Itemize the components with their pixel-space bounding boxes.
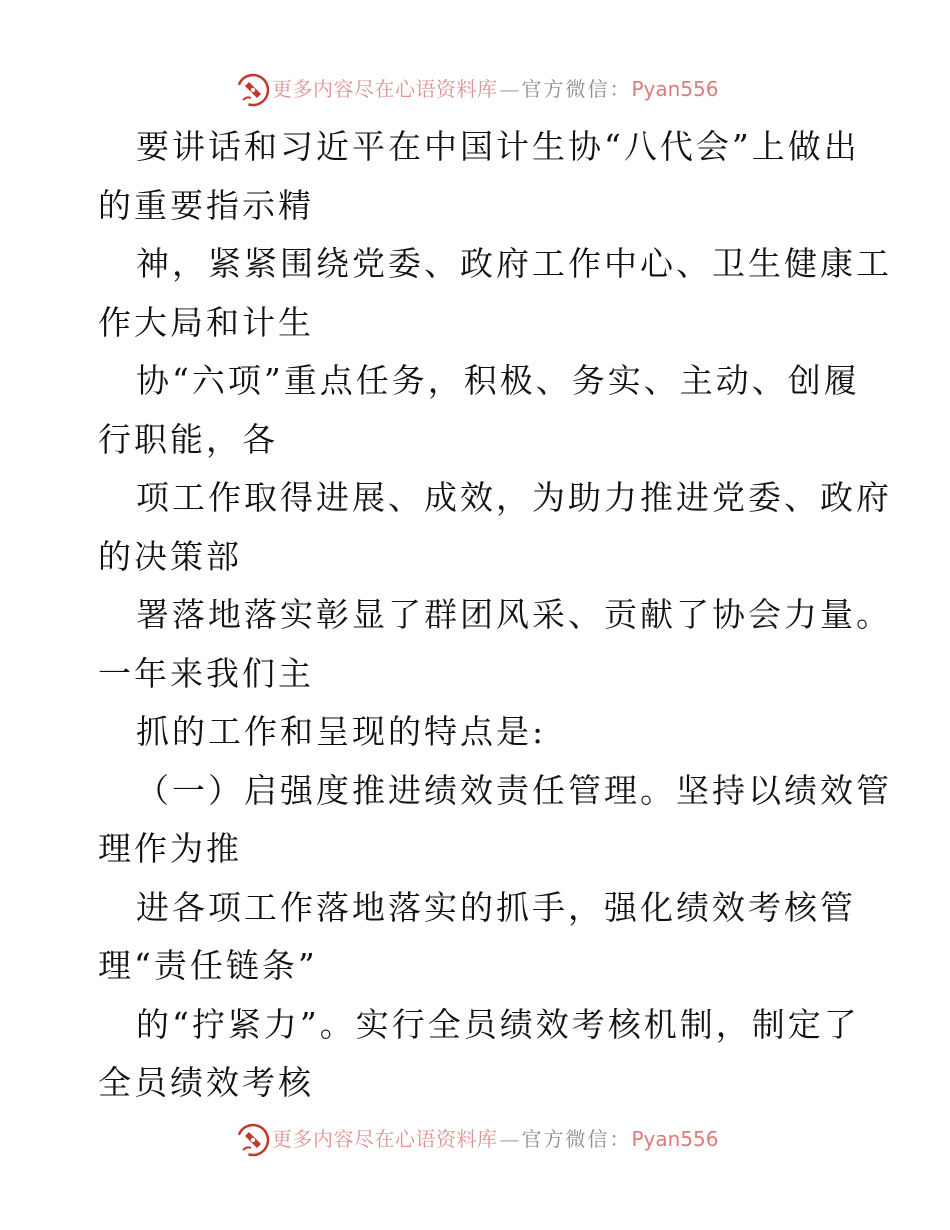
body-line: 全员绩效考核 <box>98 1063 314 1102</box>
watermark-site: 更多内容尽在心语资料库 <box>272 77 498 101</box>
watermark-text <box>272 76 719 102</box>
watermark-site: 更多内容尽在心语资料库 <box>272 1127 498 1151</box>
pen-nib-circle-icon <box>235 72 271 108</box>
body-line: 理“责任链条” <box>98 946 318 985</box>
watermark-handle: Pyan556 <box>631 1127 719 1151</box>
header-watermark <box>0 70 950 110</box>
body-line: 进各项工作落地落实的抓手，强化绩效考核管 <box>136 888 856 927</box>
body-line: 协“六项”重点任务，积极、务实、主动、创履 <box>136 361 860 400</box>
watermark-official-label: 官方微信： <box>521 1127 632 1151</box>
watermark-handle: Pyan556 <box>631 77 719 101</box>
watermark-dash: — <box>499 77 520 101</box>
pen-nib-circle-icon <box>235 1122 271 1158</box>
watermark-text <box>272 1126 719 1152</box>
body-line: 的决策部 <box>98 537 242 576</box>
body-line: 要讲话和习近平在中国计生协“八代会”上做出 <box>136 127 860 166</box>
body-line: 的重要指示精 <box>98 186 314 225</box>
body-line: （一）启强度推进绩效责任管理。坚持以绩效管 <box>136 771 892 810</box>
watermark-dash: — <box>499 1127 520 1151</box>
body-line: 作大局和计生 <box>98 303 314 342</box>
body-line: 的“拧紧力”。实行全员绩效考核机制，制定了 <box>136 1005 860 1044</box>
footer-watermark <box>0 1120 950 1160</box>
body-line: 理作为推 <box>98 829 242 868</box>
body-line: 一年来我们主 <box>98 654 314 693</box>
body-line: 神，紧紧围绕党委、政府工作中心、卫生健康工 <box>136 244 892 283</box>
body-line: 抓的工作和呈现的特点是: <box>136 712 547 751</box>
body-line: 项工作取得进展、成效，为助力推进党委、政府 <box>136 478 892 517</box>
watermark-official-label: 官方微信： <box>521 77 632 101</box>
body-line: 署落地落实彰显了群团风采、贡献了协会力量。 <box>136 595 892 634</box>
body-line: 行职能，各 <box>98 420 278 459</box>
